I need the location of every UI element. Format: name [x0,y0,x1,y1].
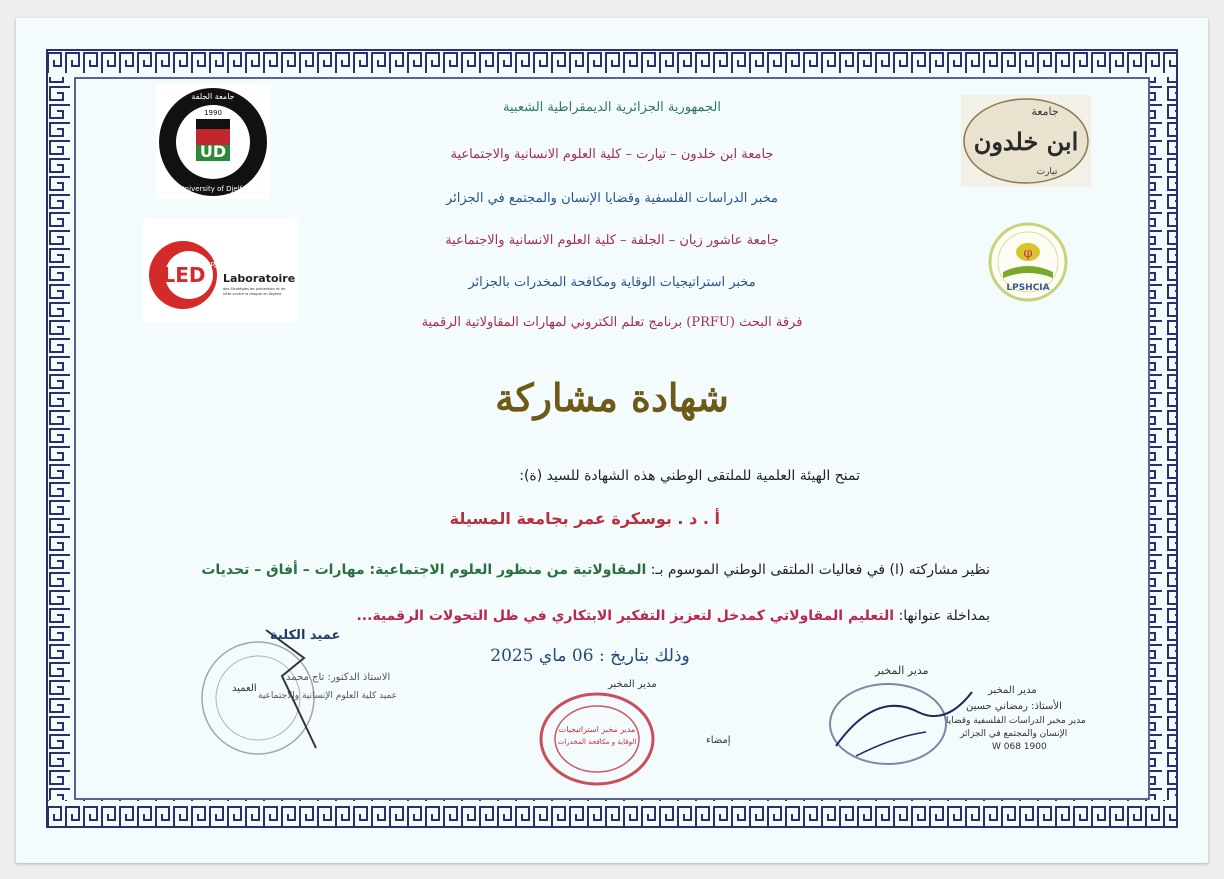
lab2-line2: مدير مخبر الدراسات الفلسفية وقضايا [946,716,1086,726]
lab2-director-role: مدير المخبر [988,685,1037,696]
djelfa-university-logo [156,85,270,199]
svg-text:φ: φ [1023,246,1033,261]
certificate-title: شهادة مشاركة [495,375,729,420]
djelfa-bottom-text: University of Djelfa [179,185,247,193]
talk-title: التعليم المقاولاتي كمدخل لتعزيز التفكير الابتكاري في ظل التحولات الرقمية... [356,608,895,624]
lab2-professor: الأستاذ: رمضاني حسين [966,701,1062,712]
lab-stamp-line2: الوقاية و مكافحة المخدرات [557,738,637,746]
lab-director-sign: إمضاء [706,735,731,746]
certificate-date: وذلك بتاريخ : 06 ماي 2025 [490,646,690,666]
participation-line [200,562,990,578]
dean-title: عميد الكلية [270,628,341,643]
lab2-code: W 068 1900 [992,742,1047,752]
philosophy-lab-line: مخبر الدراسات الفلسفية وقضايا الإنسان والمجتمع في الجزائر [445,191,779,206]
ibn-khaldoun-logo [961,95,1091,187]
djelfa-top-text: جامعة الجلفة [191,92,235,101]
khaldoun-main: ابن خلدون [973,127,1079,156]
grant-line: تمنح الهيئة العلمية للملتقى الوطني هذه الشهادة للسيد (ة): [519,468,860,484]
dean-role: العميد [232,683,257,694]
dean-stamp-line1: الاستاذ الدكتور: تاج محمد [286,672,391,683]
drug-prevention-lab-line: مخبر استراتيجيات الوقاية ومكافحة المخدرات بالجزائر [468,275,756,290]
lab-stamp-line1: مدير مخبر استراتيجيات [558,725,636,734]
lab2-line3: الإنسان والمجتمع في الجزائر [960,729,1068,739]
tiaret-university-line: جامعة ابن خلدون – تيارت – كلية العلوم الانسانية والاجتماعية [450,147,774,162]
djelfa-university-line: جامعة عاشور زيان – الجلفة – كلية العلوم الانسانية والاجتماعية [445,233,779,248]
led-laboratory-logo [143,219,298,322]
lab-director-title: مدير المخبر [608,679,657,690]
lab-director-stamp [537,690,657,788]
recipient-name: أ . د . بوسكرة عمر بجامعة المسيلة [449,509,720,528]
republic-line: الجمهورية الجزائرية الديمقراطية الشعبية [503,100,721,115]
lab-name-text: Laboratoire [223,272,296,285]
led-brand-text: LED [162,263,206,287]
dean-stamp-line2: عميد كلية العلوم الإنسانية والاجتماعية [258,691,398,701]
djelfa-letters: UD [199,142,227,161]
lab-sub-line1: des Stratégies de prévention et de [223,287,286,291]
khaldoun-bottom: تيارت [1036,167,1058,177]
lpshcia-logo [981,222,1075,304]
talk-prefix: بمداخلة عنوانها: [894,608,990,624]
lpshcia-text: LPSHCIA [1006,283,1050,293]
lab2-director-title: مدير المخبر [875,664,929,677]
led-spa-text: SPA [205,261,220,270]
participation-prefix: نظير مشاركته (ا) في فعاليات الملتقى الوطني الموسوم بـ: [646,562,990,578]
djelfa-year: 1990 [204,109,222,117]
conference-title: المقاولاتية من منظور العلوم الاجتماعية: مهارات – أفاق – تحديات [201,562,647,578]
prfu-line: فرقة البحث (PRFU) برنامج تعلم الكتروني لمهارات المقاولاتية الرقمية [421,315,803,330]
lab-sub-line2: lutte contre la drogue en Algérie [223,292,282,296]
khaldoun-top: جامعة [1031,105,1059,118]
